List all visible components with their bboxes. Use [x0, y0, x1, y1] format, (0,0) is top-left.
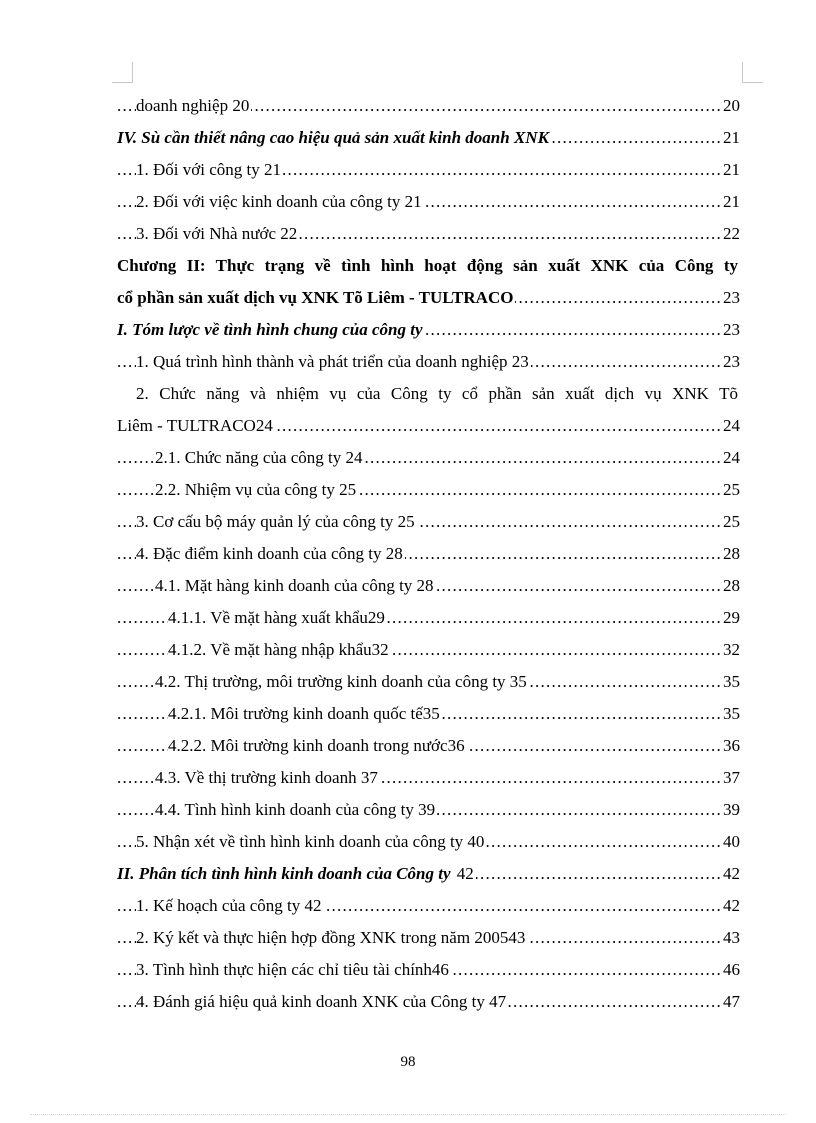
toc-entry-title: II. Phân tích tình hình kinh doanh của Công ty — [117, 864, 451, 883]
toc-entry — [117, 122, 740, 154]
toc-entry — [117, 762, 740, 794]
toc-entry-title: 4.3. Về thị trường kinh doanh 37 — [155, 768, 378, 787]
toc-entry-title: 2. Ký kết và thực hiện hợp đồng XNK trong năm 200543 — [136, 928, 526, 947]
toc-entry-title: 2.1. Chức năng của công ty 24 — [155, 448, 363, 467]
toc-entry — [117, 602, 740, 634]
toc-entry-title: 2. Chức năng và nhiệm vụ của Công ty cổ phần sản xuất dịch vụ XNK Tõ — [136, 384, 738, 403]
toc-entry-title: 3. Đối với Nhà nước 22 — [136, 224, 298, 243]
toc-entry-title: 4.2.2. Môi trường kinh doanh trong nước36 — [168, 736, 465, 755]
toc-entry — [117, 378, 740, 410]
toc-entry-title: 4.1.2. Về mặt hàng nhập khẩu32 — [168, 640, 389, 659]
toc-entry-page: 20 — [722, 90, 740, 122]
toc-entry-title: Liêm - TULTRACO24 — [117, 416, 273, 435]
toc-entry-title-suffix: 42 — [452, 864, 474, 883]
toc-entry-title: 3. Cơ cấu bộ máy quản lý của công ty 25 — [136, 512, 415, 531]
toc-entry-title: 4.2.1. Môi trường kinh doanh quốc tế35 — [168, 704, 440, 723]
toc-entry-title: 4. Đặc điểm kinh doanh của công ty 28 — [136, 544, 403, 563]
toc-entry-title: 1. Kế hoạch của công ty 42 — [136, 896, 322, 915]
toc-entry-page: 23 — [722, 314, 740, 346]
toc-entry — [117, 186, 740, 218]
toc-entry-page: 22 — [722, 218, 740, 250]
toc-entry-page: 28 — [722, 538, 740, 570]
toc-entry — [117, 570, 740, 602]
toc-entry-title: 4.1. Mặt hàng kinh doanh của công ty 28 — [155, 576, 434, 595]
toc-entry-title: 4.2. Thị trường, môi trường kinh doanh của công ty 35 — [155, 672, 527, 691]
toc-entry-page: 35 — [722, 698, 740, 730]
toc-entry-title: I. Tóm lược về tình hình chung của công ty — [117, 320, 423, 339]
toc-entry-page: 25 — [722, 474, 740, 506]
toc-entry — [117, 922, 740, 954]
toc-entry-title: 4. Đánh giá hiệu quả kinh doanh XNK của Công ty 47 — [136, 992, 507, 1011]
toc-entry-title: 4.4. Tình hình kinh doanh của công ty 39 — [155, 800, 436, 819]
toc-entry-title: Chương II: Thực trạng về tình hình hoạt động sản xuất XNK của Công ty — [117, 256, 738, 275]
toc-entry-page: 24 — [722, 410, 740, 442]
toc-entry — [117, 954, 740, 986]
toc-entry-page: 23 — [722, 282, 740, 314]
toc-entry-page: 21 — [722, 186, 740, 218]
toc-entry-page: 25 — [722, 506, 740, 538]
toc-entry-page: 40 — [722, 826, 740, 858]
toc-entry-title: 5. Nhận xét về tình hình kinh doanh của công ty 40 — [136, 832, 485, 851]
toc-entry-title: doanh nghiệp 20 — [136, 96, 250, 115]
table-of-contents — [117, 90, 740, 1018]
toc-entry — [117, 90, 740, 122]
toc-entry — [117, 826, 740, 858]
page-number: 98 — [400, 1054, 416, 1070]
toc-entry — [117, 474, 740, 506]
toc-entry-page: 47 — [722, 986, 740, 1018]
toc-entry-page: 43 — [722, 922, 740, 954]
toc-entry-page: 42 — [722, 890, 740, 922]
toc-entry-page: 28 — [722, 570, 740, 602]
toc-entry-title: 2.2. Nhiệm vụ của công ty 25 — [155, 480, 357, 499]
page-bottom-rule — [30, 1114, 786, 1115]
toc-entry-title: cổ phần sản xuất dịch vụ XNK Tõ Liêm - TULTRACO — [117, 288, 514, 307]
toc-entry — [117, 538, 740, 570]
toc-entry-page: 42 — [722, 858, 740, 890]
toc-entry — [117, 698, 740, 730]
toc-entry-title: 4.1.1. Về mặt hàng xuất khẩu29 — [168, 608, 385, 627]
toc-entry-page: 29 — [722, 602, 740, 634]
toc-entry — [117, 730, 740, 762]
toc-entry-page: 21 — [722, 154, 740, 186]
toc-entry — [117, 890, 740, 922]
toc-entry — [117, 250, 740, 282]
toc-entry — [117, 506, 740, 538]
toc-entry — [117, 218, 740, 250]
toc-entry-title: 1. Quá trình hình thành và phát triển của doanh nghiệp 23 — [136, 352, 529, 371]
toc-entry-page: 37 — [722, 762, 740, 794]
toc-entry — [117, 154, 740, 186]
toc-entry-title: 2. Đối với việc kinh doanh của công ty 21 — [136, 192, 422, 211]
toc-entry — [117, 314, 740, 346]
toc-entry-page: 32 — [722, 634, 740, 666]
toc-entry-title: IV. Sù cần thiết nâng cao hiệu quả sản xuất kinh doanh XNK — [117, 128, 549, 147]
toc-entry-page: 35 — [722, 666, 740, 698]
toc-entry — [117, 442, 740, 474]
toc-entry — [117, 346, 740, 378]
toc-entry-page: 21 — [722, 122, 740, 154]
toc-entry — [117, 410, 740, 442]
toc-entry — [117, 794, 740, 826]
toc-entry-title: 3. Tình hình thực hiện các chỉ tiêu tài chính46 — [136, 960, 449, 979]
toc-entry — [117, 634, 740, 666]
toc-entry — [117, 858, 740, 890]
toc-entry-page: 23 — [722, 346, 740, 378]
toc-entry-page: 24 — [722, 442, 740, 474]
toc-entry-title: 1. Đối với công ty 21 — [136, 160, 281, 179]
toc-entry — [117, 282, 740, 314]
toc-entry — [117, 666, 740, 698]
toc-entry-page: 46 — [722, 954, 740, 986]
toc-entry-page: 36 — [722, 730, 740, 762]
toc-entry-page: 39 — [722, 794, 740, 826]
toc-entry — [117, 986, 740, 1018]
